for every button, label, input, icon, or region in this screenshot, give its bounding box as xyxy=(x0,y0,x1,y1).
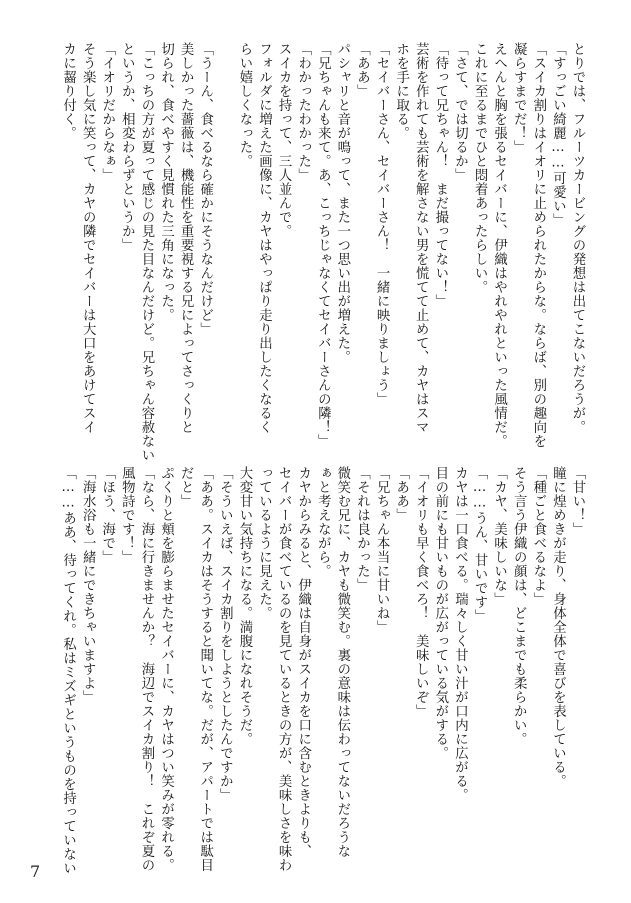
text-line: 「兄ちゃんも来て。あ、こっちじゃなくてセイバーさんの隣！」 xyxy=(315,42,331,448)
text-line: だと」 xyxy=(178,466,194,508)
text-line: 「そういえば、スイカ割りをしようとしたんですか」 xyxy=(217,466,233,802)
text-line: 「こっちの方が夏って感じの見た目なんだけど。兄ちゃん容赦ない xyxy=(138,42,154,462)
text-line: 「……うん、甘いです」 xyxy=(472,466,488,624)
text-line: 「イオリも早く食べろ！ 美味しいぞ」 xyxy=(413,466,429,718)
text-line: 瞳に煌めきが走り、身体全体で喜びを表している。 xyxy=(550,466,566,788)
text-line: 美しかった薔薇は、機能性を重要視する兄によってさっくりと xyxy=(178,42,194,434)
text-line: というか、相変わらずというか」 xyxy=(119,42,135,252)
text-line: らい嬉しくなった。 xyxy=(236,42,252,168)
text-line: 「ああ。スイカはそうすると聞いてな。だが、アパートでは駄目 xyxy=(197,466,213,872)
text-line: 「カヤ、美味しいな」 xyxy=(491,466,507,606)
text-line: ぁと考えながら。 xyxy=(315,466,331,578)
text-line: ぷくりと頬を膨らませたセイバーに、カヤはつい笑みが零れる。 xyxy=(158,466,174,872)
text-line: 「それは良かった」 xyxy=(354,466,370,592)
text-line: パシャリと音が鳴って、また一つ思い出が増えた。 xyxy=(334,42,350,364)
text-line: とりでは、フルーツカービングの発想は出てこないだろうが。 xyxy=(570,42,585,434)
text-line: スイカを持って、三人並んで。 xyxy=(276,42,292,238)
text-block-top xyxy=(58,42,587,460)
text-line: カヤは一口食べる。瑞々しく甘い汁が口内に広がる。 xyxy=(452,466,468,802)
text-line: 「……ああ、待ってくれ。私はミズギというものを持っていない xyxy=(60,466,76,876)
text-line: 切られ、食べやすく見慣れた三角になった。 xyxy=(158,42,174,322)
text-line: フォルダに増えた画像に、カヤはやっぱり走り出したくなるく xyxy=(256,42,272,434)
text-line: これに至るまでひと悶着あったらしい。 xyxy=(472,42,488,294)
text-line: カに齧り付く。 xyxy=(60,42,76,140)
text-line: 「ほう、海で」 xyxy=(99,466,115,564)
text-block-bottom xyxy=(58,466,587,876)
text-line xyxy=(215,42,235,460)
text-line: 「うーん、食べるなら確かにそうなんだけど」 xyxy=(197,42,213,336)
text-line: 「ああ」 xyxy=(393,466,409,522)
text-line: そう楽し気に笑って、カヤの隣でセイバーは大口をあけてスイ xyxy=(80,42,96,434)
text-line: 「待って兄ちゃん！ まだ撮ってない！」 xyxy=(432,42,448,308)
text-line: 凝らすまでだ！」 xyxy=(511,42,527,154)
text-line: 「すっごい綺麗……可愛い」 xyxy=(550,42,566,228)
text-line: 「なら、海に行きませんか？ 海辺でスイカ割り！ これぞ夏の xyxy=(138,466,154,872)
text-line: 「海水浴も一緒にできちゃいますよ」 xyxy=(80,466,96,704)
text-line: 「イオリだからなぁ」 xyxy=(99,42,115,182)
text-line: 微笑む兄に、カヤも微笑む。裏の意味は伝わってないだろうな xyxy=(334,466,350,858)
text-line: 「ああ」 xyxy=(354,42,370,98)
page-number: 7 xyxy=(30,862,41,881)
text-line: 大変甘い気持ちになる。満腹になれそうだ。 xyxy=(236,466,252,746)
text-line: 「セイバーさん、セイバーさん！ 一緒に映りましょう」 xyxy=(374,42,390,406)
text-line: 目の前にも甘いものが広がっている気がする。 xyxy=(432,466,448,760)
text-line: ホを手に取る。 xyxy=(393,42,409,140)
text-line: 風物詩です！」 xyxy=(119,466,135,564)
text-line: 芸術を作れても芸術を解さない男を慌てて止めて、カヤはスマ xyxy=(413,42,429,434)
text-line: カヤからみると、伊織は自身がスイカを口に含むときよりも、 xyxy=(295,466,311,858)
text-line: 「種ごと食べるなよ」 xyxy=(530,466,546,606)
text-line: そう言う伊織の顔は、どこまでも柔らかい。 xyxy=(511,466,527,746)
text-line: 「スイカ割りはイオリに止められたからな。ならば、別の趣向を xyxy=(530,42,546,448)
text-line: 「わかったわかった」 xyxy=(295,42,311,182)
text-line: っているように見えた。 xyxy=(256,466,272,620)
text-line: セイバーが食べているのを見ているときの方が、美味しさを味わ xyxy=(276,466,292,872)
text-line: えへんと胸を張るセイバーに、伊織はやれやれといった風情だ。 xyxy=(491,42,507,448)
text-line: 「さて、では切るか」 xyxy=(452,42,468,182)
text-line: 「兄ちゃん本当に甘いね」 xyxy=(374,466,390,634)
text-line: 「甘い！」 xyxy=(570,466,585,536)
